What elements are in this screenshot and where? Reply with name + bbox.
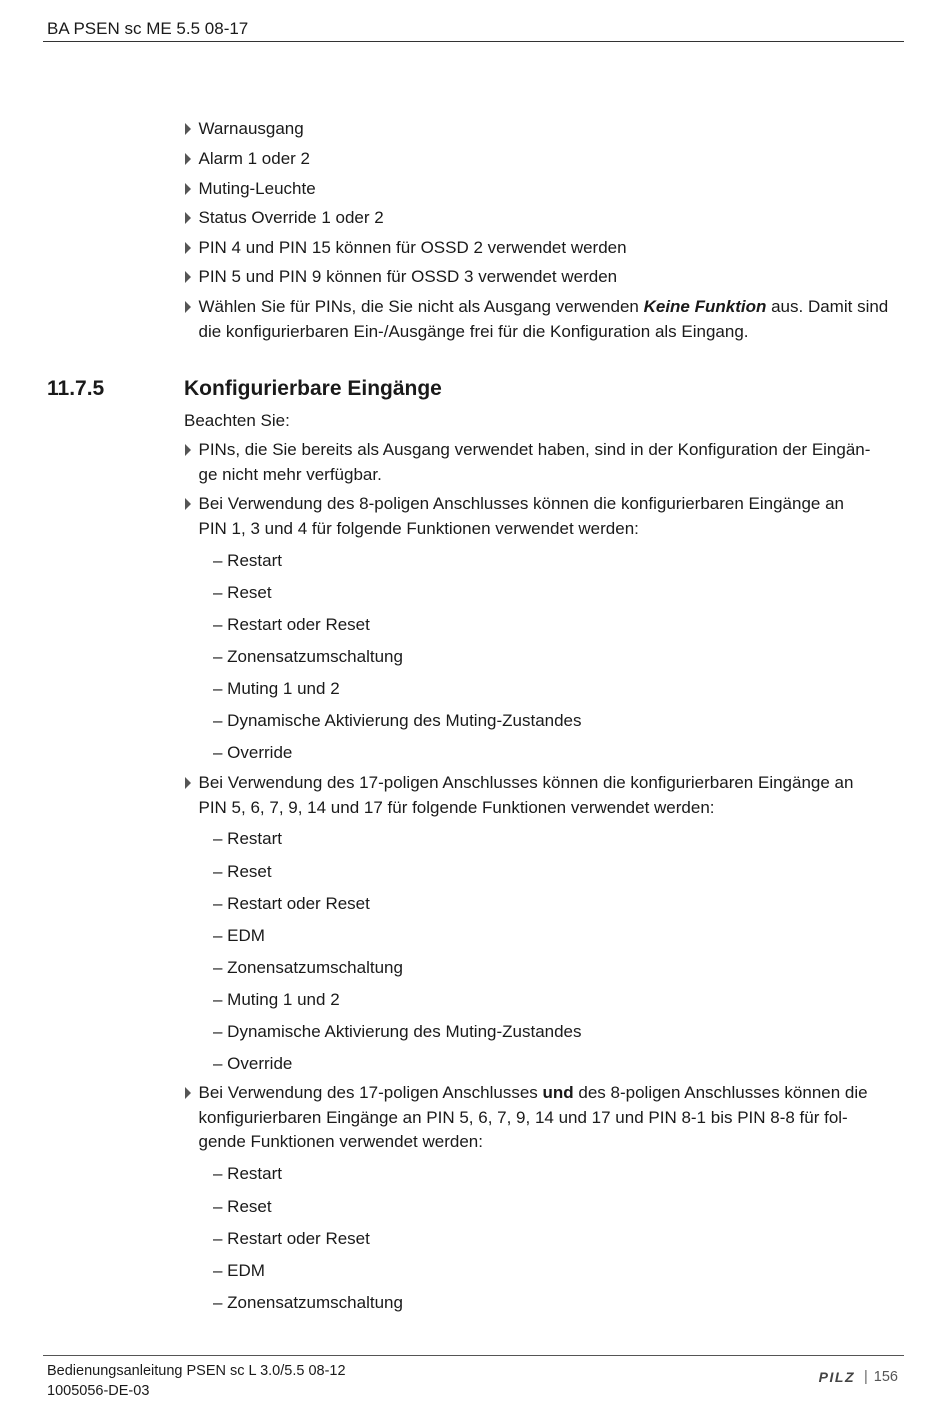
header-rule: [43, 41, 904, 42]
list-item: [184, 177, 904, 202]
bullet-triangle-icon: [185, 153, 191, 165]
sub-list-item: – Restart: [213, 1164, 282, 1183]
list-item-text: PIN 4 und PIN 15 können für OSSD 2 verwendet werden: [198, 238, 627, 257]
sub-list-item: – Reset: [213, 862, 272, 881]
list-item: [184, 438, 904, 487]
bullet-triangle-icon: [185, 498, 191, 510]
list-item: [184, 117, 904, 142]
list-item: [184, 492, 904, 541]
bullet-triangle-icon: [185, 271, 191, 283]
footer-rule: [43, 1355, 904, 1356]
bullet-triangle-icon: [185, 242, 191, 254]
list-item: Bei Verwendung des 17-poligen Anschlusses und des 8-poligen Anschlusses können die konfigurierbaren Eingänge an PIN 5, 6, 7, 9, 14 und 17 und PIN 8-1 bis PIN 8-8 für fol- gende Funktionen verwendet werden:: [184, 1081, 904, 1155]
list-item: [184, 206, 904, 231]
sub-list-item: – Muting 1 und 2: [213, 990, 340, 1009]
sub-list-item: – Restart: [213, 551, 282, 570]
bullet-triangle-icon: [185, 444, 191, 456]
sub-list-item: – Override: [213, 1054, 293, 1073]
list-item-text: Warnausgang: [198, 119, 304, 138]
list-item: [184, 236, 904, 261]
section-title: Konfigurierbare Eingänge: [184, 377, 442, 400]
pilz-logo: PILZ: [818, 1369, 856, 1385]
sub-list-item: – Muting 1 und 2: [213, 679, 340, 698]
sub-list-item: – Reset: [213, 583, 272, 602]
list-item-text: PIN 5 und PIN 9 können für OSSD 3 verwendet werden: [198, 267, 618, 286]
document-title: BA PSEN sc ME 5.5 08-17: [47, 19, 249, 38]
sub-list-item: – Reset: [213, 1197, 272, 1216]
note-label: Beachten Sie:: [184, 411, 290, 430]
bullet-triangle-icon: [185, 777, 191, 789]
page-number: 156: [873, 1369, 898, 1385]
sub-list-item: – Zonensatzumschaltung: [213, 1293, 403, 1312]
footer-right: [819, 1367, 898, 1387]
footer-left: [47, 1361, 346, 1401]
sub-list-item: – Override: [213, 743, 293, 762]
page-header: [47, 18, 904, 40]
sub-list-item: – Zonensatzumschaltung: [213, 958, 403, 977]
sub-list-item: – EDM: [213, 1261, 265, 1280]
list-item-line: Bei Verwendung des 17-poligen Anschlusses können die konfigurierbaren Eingänge an: [198, 773, 854, 792]
list-item-line: ge nicht mehr verfügbar.: [198, 464, 382, 484]
sub-list-item: – Zonensatzumschaltung: [213, 647, 403, 666]
bullet-triangle-icon: [185, 301, 191, 313]
list-item-line: gende Funktionen verwendet werden:: [198, 1132, 483, 1151]
sub-list-item: – Dynamische Aktivierung des Muting-Zustandes: [213, 1022, 582, 1041]
list-item-line: PIN 5, 6, 7, 9, 14 und 17 für folgende Funktionen verwendet werden:: [198, 797, 715, 817]
list-item-text: Alarm 1 oder 2: [198, 149, 310, 168]
list-item: [184, 295, 904, 344]
list-item-text: Muting-Leuchte: [198, 179, 316, 198]
list-item: [184, 771, 904, 820]
bullet-triangle-icon: [185, 1087, 191, 1099]
list-item-line: konfigurierbaren Eingänge an PIN 5, 6, 7, 9, 14 und 17 und PIN 8-1 bis PIN 8-8 für fol-: [198, 1107, 848, 1127]
sub-list-item: – Restart oder Reset: [213, 894, 370, 913]
list-item-line: PINs, die Sie bereits als Ausgang verwendet haben, sind in der Konfiguration der Eingän-: [198, 440, 871, 459]
footer-doc-number: 1005056-DE-03: [47, 1383, 150, 1399]
list-item-line: PIN 1, 3 und 4 für folgende Funktionen verwendet werden:: [198, 518, 639, 538]
bullet-triangle-icon: [185, 183, 191, 195]
bullet-triangle-icon: [185, 123, 191, 135]
list-item-line: Bei Verwendung des 8-poligen Anschlusses können die konfigurierbaren Eingänge an: [198, 494, 845, 513]
footer-manual-title: Bedienungsanleitung PSEN sc L 3.0/5.5 08-12: [47, 1363, 346, 1379]
sub-list-item: – Restart: [213, 829, 282, 848]
footer-separator: |: [864, 1369, 868, 1385]
bullet-triangle-icon: [185, 212, 191, 224]
sub-list-item: – Dynamische Aktivierung des Muting-Zustandes: [213, 711, 582, 730]
list-item-text: Status Override 1 oder 2: [198, 208, 384, 227]
list-item: [184, 265, 904, 290]
section-number: 11.7.5: [47, 377, 105, 400]
list-item: [184, 147, 904, 172]
sub-list-item: – EDM: [213, 926, 265, 945]
list-item-text: Wählen Sie für PINs, die Sie nicht als Ausgang verwenden Keine Funktion aus. Damit sind die konfigurierbaren Ein-/Ausgänge frei für die Konfiguration als Eingang.: [198, 297, 889, 341]
sub-list-item: – Restart oder Reset: [213, 1229, 370, 1248]
emphasis: Keine Funktion: [643, 297, 767, 316]
emphasis: und: [542, 1083, 574, 1102]
sub-list-item: – Restart oder Reset: [213, 615, 370, 634]
